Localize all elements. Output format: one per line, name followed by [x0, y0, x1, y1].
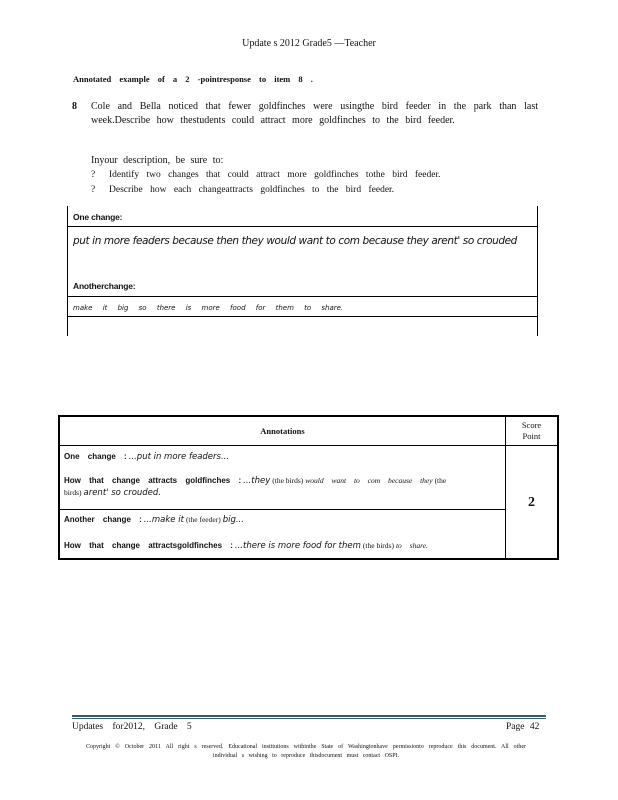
- divider: [67, 296, 537, 297]
- score-value: 2: [528, 495, 535, 510]
- divider: [67, 226, 537, 227]
- question-text: Cole and Bella noticed that fewer goldfinches were usingthe bird feeder in the park than last week.Describe how thestudents could attract more goldfinches to the bird feeder.: [91, 101, 538, 126]
- student-response-box: [67, 206, 537, 336]
- score-point-header: [506, 417, 557, 446]
- question-instruction: Inyour description, be sure to:: [91, 155, 224, 166]
- bullet-text: Identify two changes that could attract more goldfinches tothe bird feeder.: [109, 170, 441, 180]
- box-right-border: [537, 206, 538, 336]
- another-change-answer: make it big so there is more food for them to share.: [73, 304, 344, 312]
- page-header: Update s 2012 Grade5 —Teacher: [242, 38, 376, 49]
- bullet-marker: ?: [91, 185, 96, 195]
- annotation-row: How that change attractsgoldfinches : ...there is more food for them (the birds) to share.: [64, 541, 428, 551]
- annotations-body: [60, 446, 506, 558]
- another-change-label: Anotherchange:: [73, 281, 136, 291]
- one-change-answer: put in more feaders because then they would want to com because they arent' so crouded: [73, 235, 517, 247]
- footer-title: Updates for2012, Grade 5: [72, 722, 192, 732]
- bullet-marker: ?: [91, 170, 96, 180]
- question-number: 8: [72, 101, 77, 112]
- footer-rule: [72, 718, 546, 719]
- row-divider: [60, 509, 505, 510]
- footer-rule: [72, 715, 546, 717]
- annotations-header: Annotations: [60, 417, 506, 446]
- annotation-row: Another change : ...make it (the feeder) big...: [64, 515, 244, 525]
- copyright-notice: Copyright © October 2011 All right s reserved. Educational institutions withinthe State of Washingtonhave permissionto reproduce this document. All other individual s wishing to reproduce thisdocument must contact OSPI.: [86, 744, 526, 759]
- bullet-item: [91, 185, 394, 195]
- annotations-table: [58, 415, 559, 560]
- annotation-title: Annotated example of a 2 -pointresponse to item 8 .: [73, 74, 313, 84]
- annotation-row: One change : ...put in more feaders...: [64, 452, 230, 462]
- divider: [67, 316, 537, 317]
- annotation-row: How that change attracts goldfinches : ...they (the birds) would want to com because they (the: [64, 476, 447, 486]
- score-header-line2: Point: [522, 431, 541, 441]
- bullet-item: [91, 170, 440, 180]
- one-change-label: One change:: [73, 212, 123, 222]
- annotation-row: birds) arent' so crouded.: [64, 488, 162, 498]
- score-header-line1: Score: [521, 420, 542, 430]
- page-number: Page 42: [506, 722, 540, 732]
- bullet-text: Describe how each changeattracts goldfinches to the bird feeder.: [109, 185, 395, 195]
